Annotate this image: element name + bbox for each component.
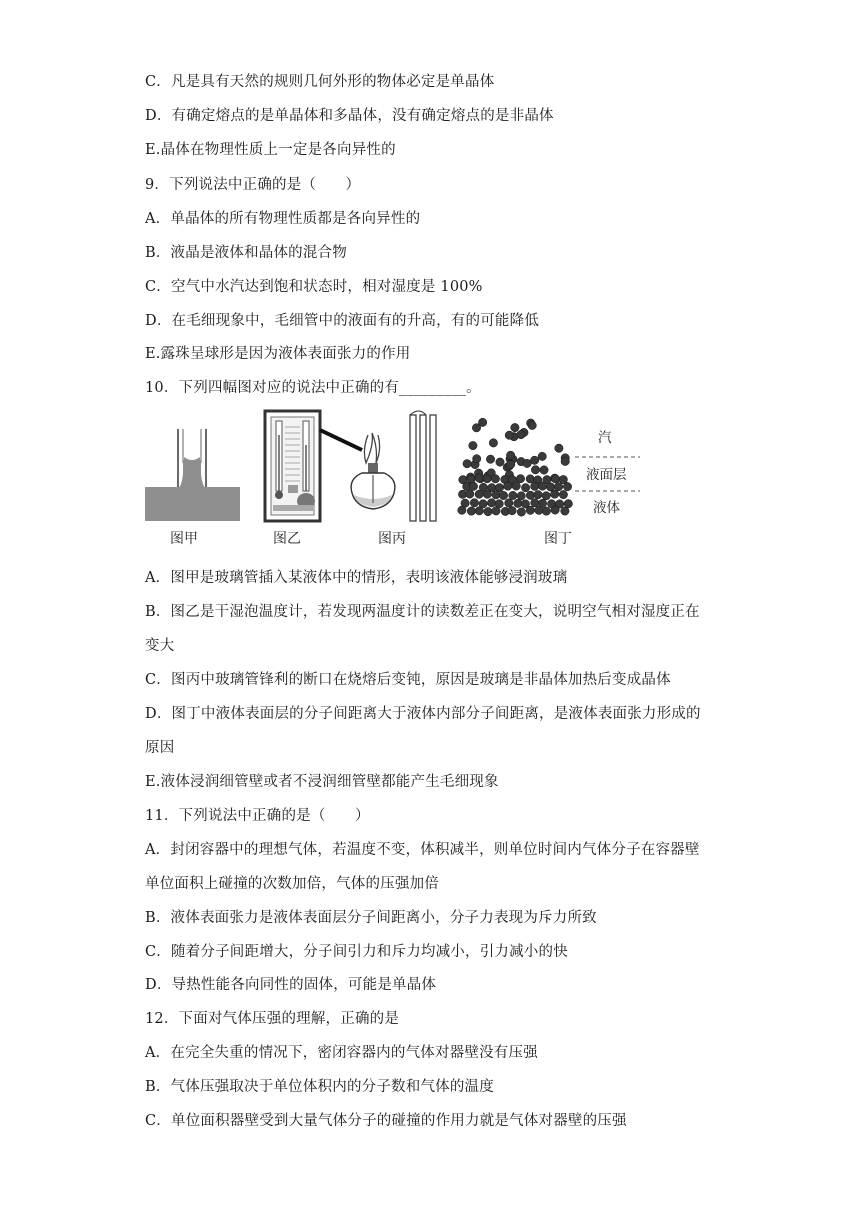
molecule — [516, 475, 524, 483]
molecule — [555, 444, 563, 452]
molecule — [505, 499, 513, 507]
q9-stem: 9．下列说法中正确的是（ ） — [145, 177, 361, 193]
molecule — [561, 507, 569, 515]
molecule — [496, 458, 504, 466]
molecule — [507, 460, 515, 468]
molecule — [508, 507, 516, 515]
molecule — [531, 499, 539, 507]
q10-option-b-cont: 变大 — [145, 638, 175, 654]
q12-stem: 12．下面对气体压强的理解，正确的是 — [145, 1011, 400, 1027]
caption-yi: 图乙 — [273, 531, 301, 547]
molecule — [483, 475, 491, 483]
q11-option-d: D．导热性能各向同性的固体，可能是单晶体 — [145, 977, 437, 993]
caption-ding: 图丁 — [544, 531, 572, 547]
label-vapor: 汽 — [598, 430, 612, 446]
molecule — [552, 475, 560, 483]
molecule — [473, 455, 481, 463]
molecule — [535, 506, 543, 514]
molecule — [561, 457, 569, 465]
q9-option-d: D．在毛细现象中，毛细管中的液面有的升高，有的可能降低 — [145, 313, 540, 329]
molecule — [475, 474, 483, 482]
figure-ding-molecules — [458, 418, 573, 516]
molecule — [521, 484, 529, 492]
q9-option-e: E.露珠呈球形是因为液体表面张力的作用 — [145, 346, 411, 362]
molecule — [469, 441, 477, 449]
molecule — [514, 499, 522, 507]
molecule — [512, 482, 520, 490]
molecule — [470, 499, 478, 507]
caption-jia: 图甲 — [170, 531, 198, 547]
molecule — [517, 508, 525, 516]
q10-option-c: C．图丙中玻璃管锋利的断口在烧熔后变钝，原因是玻璃是非晶体加热后变成晶体 — [145, 672, 671, 688]
q10-option-d: D．图丁中液体表面层的分子间距离大于液体内部分子间距离，是液体表面张力形成的 — [145, 706, 701, 722]
molecule — [559, 490, 567, 498]
molecule — [475, 490, 483, 498]
molecule — [540, 466, 548, 474]
molecule — [484, 507, 492, 515]
capillary-tubes — [410, 411, 436, 521]
q12-option-a: A．在完全失重的情况下，密闭容器内的气体对器壁没有压强 — [145, 1045, 538, 1061]
molecule — [478, 418, 486, 426]
q12-option-c: C．单位面积器壁受到大量气体分子的碰撞的作用力就是气体对器壁的压强 — [145, 1113, 627, 1129]
caption-bing: 图丙 — [378, 531, 406, 547]
q11-option-a: A．封闭容器中的理想气体，若温度不变，体积减半，则单位时间内气体分子在容器壁 — [145, 842, 700, 858]
molecule — [509, 491, 517, 499]
molecule — [506, 451, 514, 459]
molecule — [492, 507, 500, 515]
figure-yi — [265, 411, 320, 521]
q9-option-a: A．单晶体的所有物理性质都是各向异性的 — [145, 211, 421, 227]
q10-figure — [140, 405, 660, 555]
label-liquid: 液体 — [593, 500, 620, 516]
molecule — [528, 421, 536, 429]
q8-option-c: C．凡是具有天然的规则几何外形的物体必定是单晶体 — [145, 74, 495, 90]
q10-option-b: B．图乙是干湿泡温度计，若发现两温度计的读数差正在变大，说明空气相对湿度正在 — [145, 604, 700, 620]
q8-option-e: E.晶体在物理性质上一定是各向异性的 — [145, 142, 396, 158]
molecule — [526, 491, 534, 499]
molecule — [531, 466, 539, 474]
molecule — [554, 483, 562, 491]
q11-option-a-cont: 单位面积上碰撞的次数加倍，气体的压强加倍 — [145, 876, 439, 892]
molecule — [538, 452, 546, 460]
q11-option-c: C．随着分子间距增大，分子间引力和斥力均减小，引力减小的快 — [145, 944, 568, 960]
molecule — [458, 506, 466, 514]
molecule — [542, 507, 550, 515]
molecule — [517, 492, 525, 500]
molecule — [492, 491, 500, 499]
molecule — [542, 492, 550, 500]
q11-option-b: B．液体表面张力是液体表面层分子间距离小，分子力表现为斥力所致 — [145, 910, 597, 926]
molecule — [526, 475, 534, 483]
molecule — [486, 455, 494, 463]
molecule — [551, 506, 559, 514]
molecule — [475, 507, 483, 515]
molecule — [531, 482, 539, 490]
q10-option-e: E.液体浸润细管壁或者不浸润细管壁都能产生毛细现象 — [145, 774, 499, 790]
molecule — [530, 456, 538, 464]
q12-option-b: B．气体压强取决于单位体积内的分子数和气体的温度 — [145, 1079, 494, 1095]
molecule — [551, 490, 559, 498]
molecule — [505, 431, 513, 439]
molecule — [463, 460, 471, 468]
molecule — [504, 482, 512, 490]
q10-option-a: A．图甲是玻璃管插入某液体中的情形，表明该液体能够浸润玻璃 — [145, 570, 568, 586]
molecule — [538, 482, 546, 490]
label-surface-layer: 液面层 — [586, 467, 627, 483]
molecule — [467, 507, 475, 515]
q10-stem: 10．下列四幅图对应的说法中正确的有_________。 — [145, 380, 481, 396]
q8-option-d: D．有确定熔点的是单晶体和多晶体，没有确定熔点的是非晶体 — [145, 108, 554, 124]
molecule — [489, 439, 497, 447]
q9-option-c: C．空气中水汽达到饱和状态时，相对湿度是 100% — [145, 279, 483, 295]
figure-jia — [145, 429, 240, 521]
molecule — [517, 430, 525, 438]
molecule — [563, 482, 571, 490]
molecule — [491, 475, 499, 483]
molecule — [511, 423, 519, 431]
molecule — [523, 459, 531, 467]
molecule — [499, 491, 507, 499]
molecule — [483, 490, 491, 498]
q10-option-d-cont: 原因 — [145, 740, 175, 756]
molecule — [534, 491, 542, 499]
molecule — [466, 490, 474, 498]
figure-bing — [320, 430, 395, 509]
molecule — [469, 482, 477, 490]
q9-option-b: B．液晶是液体和晶体的混合物 — [145, 245, 347, 261]
molecule — [526, 506, 534, 514]
molecule — [487, 499, 495, 507]
q11-stem: 11．下列说法中正确的是（ ） — [145, 808, 370, 824]
